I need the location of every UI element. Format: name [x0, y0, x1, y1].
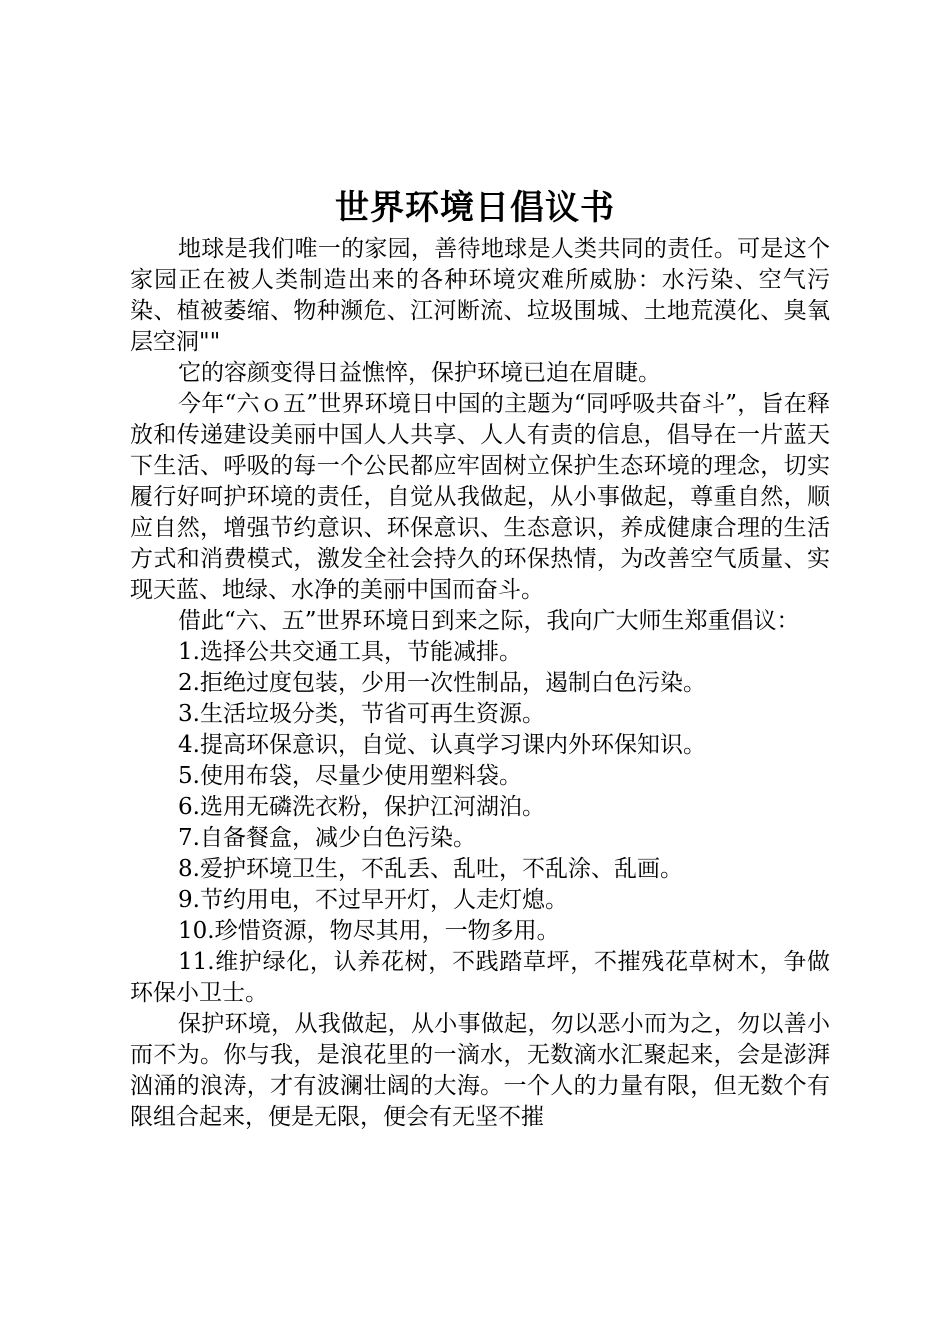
paragraph-theme: 今年“六ｏ五”世界环境日中国的主题为“同呼吸共奋斗”，旨在释放和传递建设美丽中国人人共享、人人有责的信息，倡导在一片蓝天下生活、呼吸的每一个公民都应牢固树立保护生态环境的理念，切实履行好呵护环境的责任，自觉从我做起，从小事做起，尊重自然，顺应自然，增强节约意识、环保意识、生态意识，养成健康合理的生活方式和消费模式，激发全社会持久的环保热情，为改善空气质量、实现天蓝、地绿、水净的美丽中国而奋斗。 — [130, 391, 830, 603]
list-item: 7.自备餐盒，减少白色污染。 — [178, 825, 476, 851]
list-item: 6.选用无磷洗衣粉，保护江河湖泊。 — [178, 794, 545, 820]
list-item: 1.选择公共交通工具，节能减排。 — [178, 639, 522, 665]
list-item: 11.维护绿化，认养花树，不践踏草坪，不摧残花草树木，争做环保小卫士。 — [130, 949, 830, 1006]
list-item: 9.节约用电，不过早开灯，人走灯熄。 — [178, 887, 568, 913]
document-title: 世界环境日倡议书 — [335, 188, 615, 228]
document-body — [130, 234, 830, 1133]
list-item: 4.提高环保意识，自觉、认真学习课内外环保知识。 — [178, 732, 706, 758]
list-item: 3.生活垃圾分类，节省可再生资源。 — [178, 701, 545, 727]
paragraph-proposal: 借此“六、五”世界环境日到来之际，我向广大师生郑重倡议： — [178, 608, 800, 634]
list-item: 2.拒绝过度包装，少用一次性制品，遏制白色污染。 — [178, 670, 706, 696]
list-item: 10.珍惜资源，物尽其用，一物多用。 — [178, 918, 560, 944]
list-item: 5.使用布袋，尽量少使用塑料袋。 — [178, 763, 522, 789]
list-item: 8.爱护环境卫生，不乱丢、乱吐，不乱涂、乱画。 — [178, 856, 683, 882]
paragraph-intro: 地球是我们唯一的家园，善待地球是人类共同的责任。可是这个家园正在被人类制造出来的各种环境灾难所威胁：水污染、空气污染、植被萎缩、物种濒危、江河断流、垃圾围城、土地荒漠化、臭氧层空洞"" — [130, 236, 830, 355]
paragraph-closing: 保护环境，从我做起，从小事做起，勿以恶小而为之，勿以善小而不为。你与我，是浪花里的一滴水，无数滴水汇聚起来，会是澎湃汹涌的浪涛，才有波澜壮阔的大海。一个人的力量有限，但无数个有限组合起来，便是无限，便会有无坚不摧 — [130, 1011, 830, 1130]
paragraph-urgency: 它的容颜变得日益憔悴，保护环境已迫在眉睫。 — [178, 360, 661, 386]
